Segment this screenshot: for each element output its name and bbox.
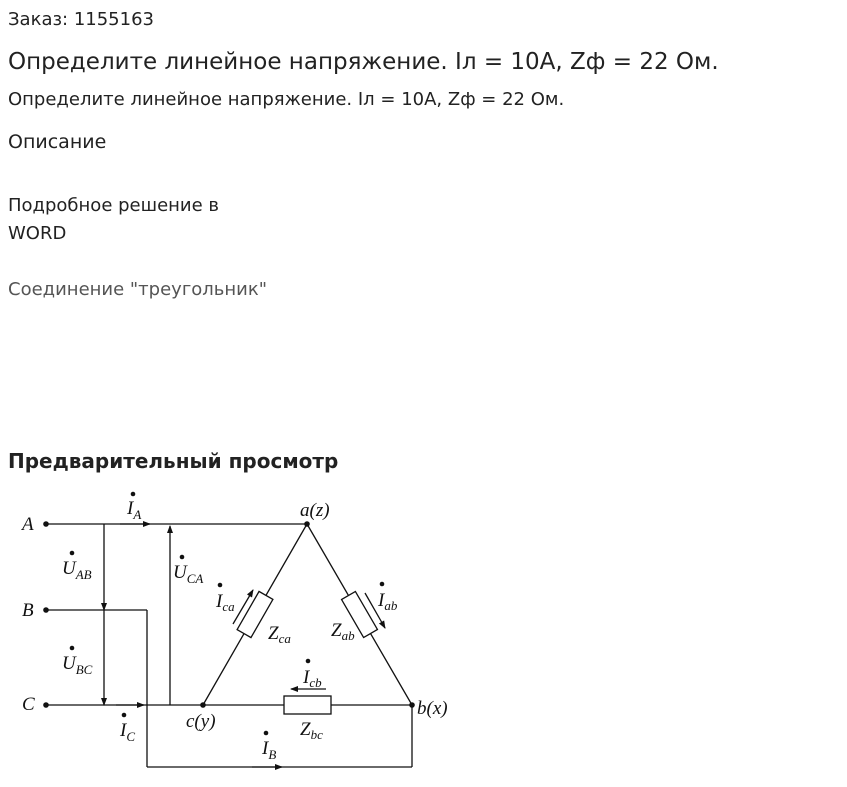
order-number: Заказ: 1155163 xyxy=(8,9,154,30)
current-iab-label: $I_{ab}$ xyxy=(378,590,398,613)
impedance-zab-label: $Z_{ab}$ xyxy=(331,620,355,643)
task-text: Определите линейное напряжение. Iл = 10А, Zф = 22 Ом. xyxy=(8,89,565,110)
impedance-zca-label: $Z_{ca}$ xyxy=(268,623,291,646)
terminal-a-label: A xyxy=(22,514,34,535)
voltage-uca-label: $U_{CA}$ xyxy=(173,562,204,586)
voltage-uab-label: $U_{AB}$ xyxy=(62,558,92,582)
description-note: Соединение "треугольник" xyxy=(8,279,268,300)
current-ica-label: $I_{ca}$ xyxy=(216,591,235,614)
page-title: Определите линейное напряжение. Iл = 10А, Zф = 22 Ом. xyxy=(8,49,719,75)
current-ia-label: $I_A$ xyxy=(127,498,142,522)
impedance-zbc-label: $Z_{bc}$ xyxy=(300,719,323,742)
voltage-ubc-label: $U_{BC}$ xyxy=(62,653,93,677)
node-a-label: a(z) xyxy=(300,500,330,521)
preview-heading: Предварительный просмотр xyxy=(8,449,339,473)
delta-circuit-diagram xyxy=(16,488,466,780)
node-c-label: c(y) xyxy=(186,711,216,732)
description-heading: Описание xyxy=(8,131,107,153)
current-ic-label: $I_C$ xyxy=(120,720,135,744)
current-ib-label: $I_B$ xyxy=(262,738,277,762)
node-b-label: b(x) xyxy=(417,698,448,719)
description-body: Подробное решение в WORD xyxy=(8,195,220,244)
terminal-c-label: C xyxy=(22,694,35,715)
current-icb-label: $I_{cb}$ xyxy=(303,667,322,690)
terminal-b-label: B xyxy=(22,600,34,621)
